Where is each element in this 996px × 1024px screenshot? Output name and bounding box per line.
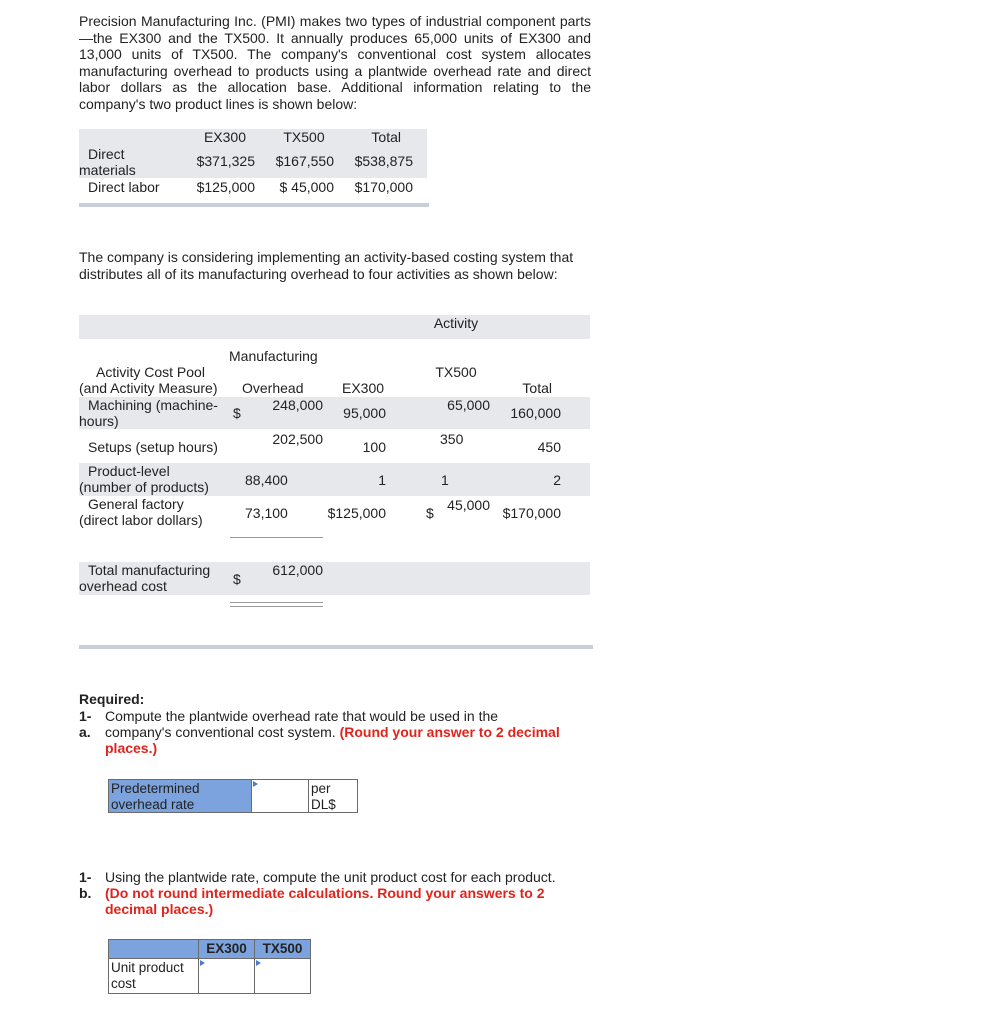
table2-bottom-bar	[79, 645, 593, 649]
table2-cell: 248,000	[272, 397, 323, 413]
table2-row-label: Setups (setup hours)	[88, 439, 218, 455]
table2-cell: 2	[553, 472, 561, 488]
table2-cell: 65,000	[447, 397, 490, 413]
predetermined-rate-label	[108, 779, 252, 813]
abc-intro-paragraph: The company is considering implementing an activity-based costing system that distributes all of its manufacturing overhead to four activities as shown below:	[79, 249, 574, 282]
table2-col-tx500: TX500	[435, 364, 477, 380]
part-b-number: b.	[79, 885, 92, 901]
table2-row-label: hours)	[79, 413, 119, 429]
table2-cell: $125,000	[327, 505, 386, 521]
table2-pool-header: (and Activity Measure)	[79, 380, 218, 396]
table2-group-band	[79, 315, 590, 339]
table2-cell: 160,000	[510, 405, 561, 421]
table2-col-total: Total	[522, 380, 552, 396]
table1-cell: $538,875	[354, 153, 413, 169]
table2-cell: 45,000	[447, 497, 490, 513]
table1-bottom-bar	[79, 203, 429, 207]
rate-unit-label	[308, 779, 358, 813]
part-a-number: a.	[79, 724, 91, 740]
table1-cell: $ 45,000	[279, 179, 334, 195]
predetermined-rate-input[interactable]	[258, 787, 308, 809]
table2-cell: 73,100	[245, 505, 288, 521]
answer-marker-icon	[256, 960, 261, 966]
table2-pool-header: Activity Cost Pool	[96, 364, 205, 380]
table1-cell: $170,000	[354, 179, 413, 195]
table2-total-label: overhead cost	[79, 578, 167, 594]
table2-total-value: 612,000	[272, 562, 323, 578]
unit-cost-tx500-input[interactable]	[259, 967, 311, 989]
table1-row-label: Direct labor	[88, 179, 160, 195]
table1-row-label: materials	[79, 162, 136, 178]
table1-col-total: Total	[371, 129, 401, 145]
table2-double-rule	[230, 602, 323, 603]
table2-cell: 350	[440, 431, 464, 447]
part-b-number: 1-	[79, 869, 92, 885]
table2-col-ex300: EX300	[342, 380, 385, 396]
table2-row-label: (number of products)	[79, 479, 209, 495]
table2-row-label: Product-level	[88, 463, 170, 479]
unit-cost-header-blank	[108, 939, 199, 959]
table2-col-mfg: Overhead	[242, 380, 304, 396]
part-b-rounding-note: (Do not round intermediate calculations. Round your answers to 2	[105, 885, 545, 901]
table1-cell: $371,325	[196, 153, 255, 169]
table2-cell: 95,000	[343, 405, 386, 421]
table2-col-mfg: Manufacturing	[229, 348, 318, 364]
table2-dollar: $	[233, 571, 241, 587]
table1-row-label: Direct	[88, 146, 125, 162]
predetermined-rate-label-line: Predetermined	[111, 781, 200, 796]
table2-activity-header: Activity	[433, 315, 479, 331]
required-heading: Required:	[79, 691, 145, 707]
unit-cost-ex300-input[interactable]	[203, 967, 255, 989]
unit-cost-row-label	[108, 958, 199, 994]
table2-double-rule	[230, 606, 323, 607]
table2-row-label: General factory	[88, 496, 184, 512]
intro-paragraph: Precision Manufacturing Inc. (PMI) makes two types of industrial component parts—the EX300 and the TX500. It annually produces 65,000 units of EX300 and 13,000 units of TX500. The company's conventional cost system allocates manufacturing overhead to products using a plantwide overhead rate and direct labor dollars as the allocation base. Additional information relating to the company's two product lines is shown below:	[79, 13, 591, 112]
table2-total-label: Total manufacturing	[88, 562, 211, 578]
unit-cost-row-label-line: Unit product	[111, 960, 184, 975]
table1-cell: $125,000	[196, 179, 255, 195]
part-a-text: Compute the plantwide overhead rate that would be used in the	[105, 708, 499, 724]
table2-dollar: $	[426, 505, 434, 521]
table2-dollar: $	[233, 405, 241, 421]
table2-row-label: Machining (machine-	[88, 397, 218, 413]
unit-cost-col-tx500: TX500	[254, 939, 311, 959]
table2-cell: $170,000	[502, 505, 561, 521]
table1-col-ex300: EX300	[203, 129, 247, 145]
table2-row-label: (direct labor dollars)	[79, 512, 203, 528]
table2-cell: 1	[378, 472, 386, 488]
unit-cost-col-ex300: EX300	[198, 939, 255, 959]
table1-col-tx500: TX500	[283, 129, 325, 145]
table1-cell: $167,550	[275, 153, 334, 169]
table2-cell: 88,400	[245, 472, 288, 488]
rate-unit-line: DL$	[311, 797, 336, 812]
table2-cell: 100	[362, 439, 386, 455]
part-b-text: Using the plantwide rate, compute the unit product cost for each product.	[105, 869, 556, 885]
predetermined-rate-label-line: overhead rate	[111, 797, 195, 812]
part-a-rounding-note: places.)	[105, 740, 158, 756]
rate-unit-line: per	[311, 781, 331, 796]
part-a-text: company's conventional cost system.	[105, 724, 336, 740]
part-b-rounding-note: decimal places.)	[105, 901, 214, 917]
table2-rule	[230, 537, 323, 538]
part-a-number: 1-	[79, 708, 92, 724]
table2-cell: 202,500	[272, 431, 323, 447]
part-a-rounding-note: (Round your answer to 2 decimal	[339, 724, 560, 740]
table2-cell: 1	[441, 472, 449, 488]
unit-cost-row-label-line: cost	[111, 976, 136, 991]
table2-cell: 450	[537, 439, 561, 455]
answer-marker-icon	[200, 960, 205, 966]
part-a-text	[105, 724, 560, 740]
